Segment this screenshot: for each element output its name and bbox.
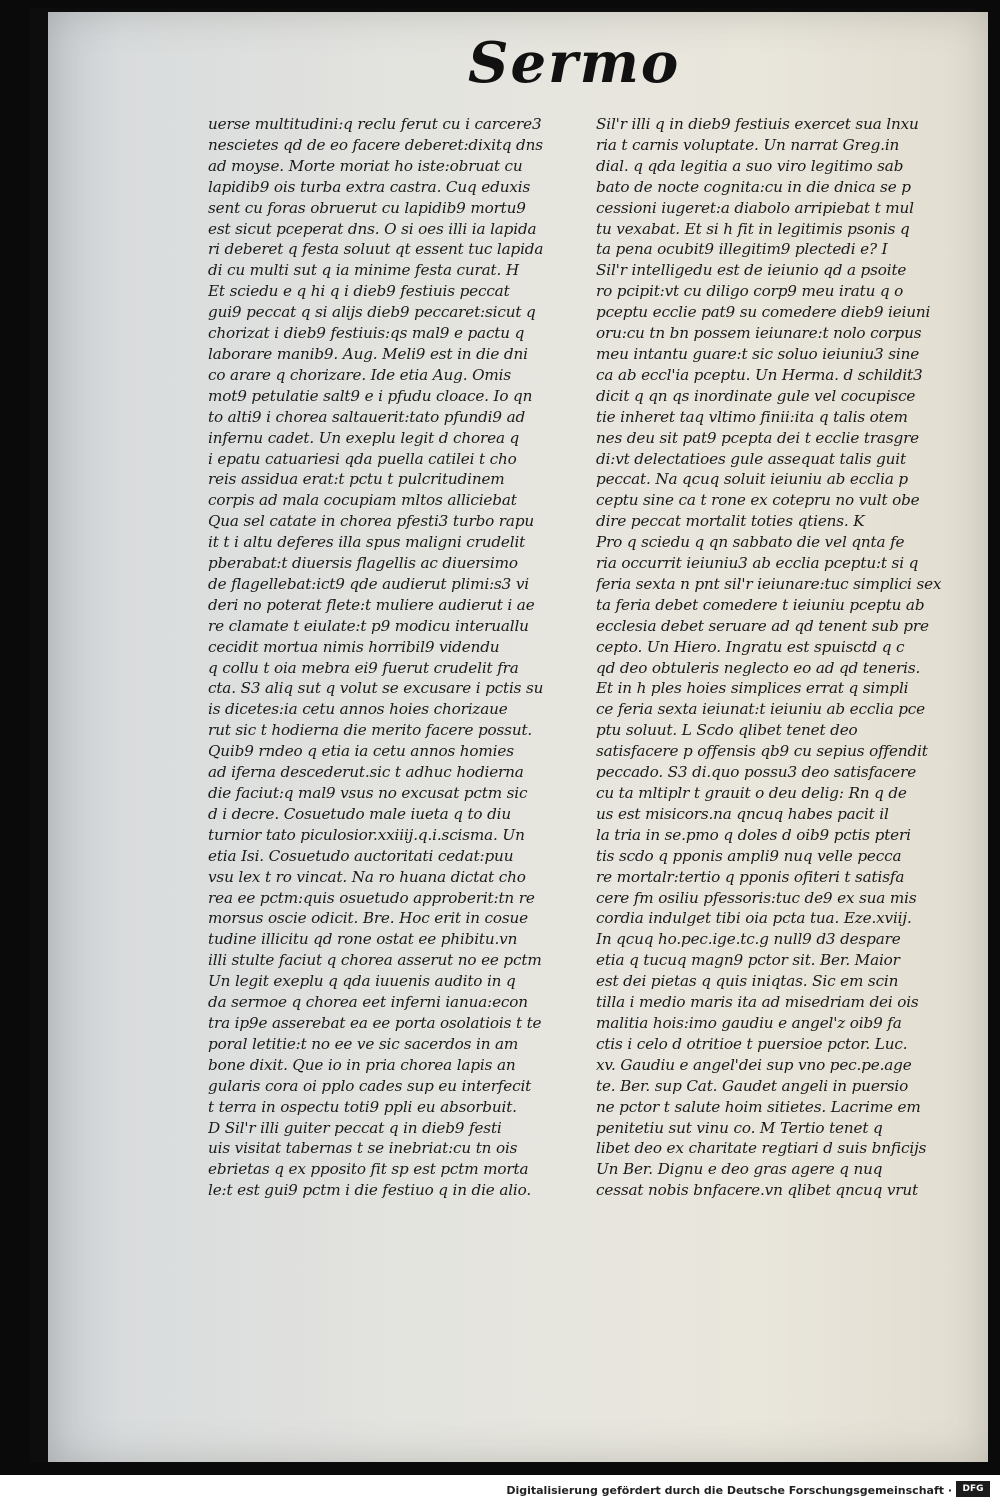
text-line: us est misicors.na qncuq habes pacit il	[596, 804, 889, 823]
text-line: peccado. S3 di.quo possu3 deo satisfacere	[596, 763, 917, 782]
text-line: nes deu sit pat9 pcepta dei t ecclie trasgre	[596, 428, 920, 447]
text-line: uis visitat tabernas t se inebriat:cu tn ois	[208, 1139, 518, 1158]
text-line: tu vexabat. Et si h fit in legitimis psonis q	[596, 219, 910, 238]
text-line: ad moyse. Morte moriat ho iste:obruat cu	[208, 156, 523, 175]
text-line: poral letitie:t no ee ve sic sacerdos in am	[208, 1034, 519, 1053]
text-line: illi stulte faciut q chorea asserut no ee pctm	[208, 951, 542, 970]
left-column	[208, 114, 603, 1201]
text-line: ceptu sine ca t rone ex cotepru no vult obe	[596, 491, 920, 510]
text-line: ria occurrit ieiuniu3 ab ecclia pceptu:t si q	[596, 554, 919, 573]
text-line: Quib9 rndeo q etia ia cetu annos homies	[208, 742, 514, 761]
text-line: tis scdo q pponis ampli9 nuq velle pecca	[596, 846, 902, 865]
text-line: ebrietas q ex pposito fit sp est pctm morta	[208, 1160, 529, 1179]
book-page	[48, 12, 988, 1462]
text-line: re mortalr:tertio q pponis ofiteri t satisfa	[596, 867, 905, 886]
text-line: ta feria debet comedere t ieiuniu pceptu ab	[596, 595, 925, 614]
text-line: rea ee pctm:quis osuetudo approberit:tn re	[208, 888, 535, 907]
running-header: Sermo	[468, 30, 681, 96]
dfg-logo: DFG	[956, 1481, 990, 1497]
text-line: deri no poterat flete:t muliere audierut i ae	[208, 595, 535, 614]
text-line: de flagellebat:ict9 qde audierut plimi:s3 vi	[208, 574, 530, 593]
text-line: tilla i medio maris ita ad misedriam dei ois	[596, 993, 919, 1012]
text-line: sent cu foras obruerut cu lapidib9 mortu9	[208, 198, 526, 217]
text-line: lapidib9 ois turba extra castra. Cuq eduxis	[208, 177, 531, 196]
text-line: infernu cadet. Un exeplu legit d chorea q	[208, 428, 520, 447]
text-line: mot9 petulatie salt9 e i pfudu cloace. Io qn	[208, 386, 533, 405]
right-column	[596, 114, 991, 1201]
text-line: oru:cu tn bn possem ieiunare:t nolo corpus	[596, 324, 922, 343]
text-line: chorizat i dieb9 festiuis:qs mal9 e pactu q	[208, 324, 525, 343]
text-line: gularis cora oi pplo cades sup eu interfecit	[208, 1076, 532, 1095]
text-line: co arare q chorizare. Ide etia Aug. Omis	[208, 365, 511, 384]
text-line: malitia hois:imo gaudiu e angel'z oib9 fa	[596, 1013, 902, 1032]
text-line: Pro q sciedu q qn sabbato die vel qnta fe	[596, 533, 905, 552]
text-line: gui9 peccat q si alijs dieb9 peccaret:sicut q	[208, 303, 536, 322]
text-line: tudine illicitu qd rone ostat ee phibitu.vn	[208, 930, 518, 949]
scan-frame	[30, 8, 975, 1463]
text-line: feria sexta n pnt sil'r ieiunare:tuc simplici sex	[596, 574, 942, 593]
text-line: pberabat:t diuersis flagellis ac diuersimo	[208, 554, 518, 573]
text-line: bone dixit. Que io in pria chorea lapis an	[208, 1055, 516, 1074]
text-line: qd deo obtuleris neglecto eo ad qd teneris.	[596, 658, 921, 677]
text-line: q collu t oia mebra ei9 fuerut crudelit fra	[208, 658, 519, 677]
text-line: rut sic t hodierna die merito facere possut.	[208, 721, 533, 740]
text-line: ecclesia debet seruare ad qd tenent sub pre	[596, 616, 929, 635]
text-line: dial. q qda legitia a suo viro legitimo sab	[596, 156, 904, 175]
text-line: to alti9 i chorea saltauerit:tato pfundi9 ad	[208, 407, 526, 426]
text-line: die faciut:q mal9 vsus no excusat pctm sic	[208, 784, 528, 802]
text-line: ne pctor t salute hoim sitietes. Lacrime em	[596, 1097, 921, 1116]
text-line: Un legit exeplu q qda iuuenis audito in q	[208, 972, 516, 991]
text-line: Et sciedu e q hi q i dieb9 festiuis peccat	[208, 282, 510, 301]
text-line: xv. Gaudiu e angel'dei sup vno pec.pe.age	[596, 1055, 912, 1074]
text-line: la tria in se.pmo q doles d oib9 pctis pteri	[596, 825, 911, 844]
text-line: turnior tato piculosior.xxiiij.q.i.scisma. Un	[208, 825, 525, 844]
text-line: morsus oscie odicit. Bre. Hoc erit in cosue	[208, 909, 529, 928]
text-line: di cu multi sut q ia minime festa curat. H	[208, 261, 519, 280]
text-line: ri deberet q festa soluut qt essent tuc lapida	[208, 240, 544, 259]
text-line: cordia indulget tibi oia pcta tua. Eze.xviij.	[596, 909, 912, 928]
text-line: di:vt delectatioes gule assequat talis guit	[596, 449, 906, 468]
text-line: da sermoe q chorea eet inferni ianua:econ	[208, 993, 528, 1012]
text-line: etia q tucuq magn9 pctor sit. Ber. Maior	[596, 951, 900, 970]
text-line: is dicetes:ia cetu annos hoies chorizaue	[208, 700, 508, 719]
text-line: le:t est gui9 pctm i die festiuo q in die alio.	[208, 1181, 532, 1200]
text-line: cta. S3 aliq sut q volut se excusare i pctis su	[208, 679, 544, 698]
text-line: dire peccat mortalit toties qtiens. K	[596, 512, 865, 531]
text-line: libet deo ex charitate regtiari d suis bnficijs	[596, 1139, 927, 1158]
text-line: vsu lex t ro vincat. Na ro huana dictat cho	[208, 867, 526, 886]
text-line: i epatu catuariesi qda puella catilei t cho	[208, 449, 517, 468]
text-line: te. Ber. sup Cat. Gaudet angeli in puersio	[596, 1076, 909, 1095]
footer-bar	[0, 1475, 1000, 1503]
text-line: re clamate t eiulate:t p9 modicu interuallu	[208, 616, 529, 635]
text-line: peccat. Na qcuq soluit ieiuniu ab ecclia p	[596, 470, 908, 489]
text-line: ad iferna descederut.sic t adhuc hodierna	[208, 763, 524, 782]
text-line: meu intantu guare:t sic soluo ieiuniu3 sine	[596, 344, 920, 363]
text-line: In qcuq ho.pec.ige.tc.g null9 d3 despare	[596, 930, 901, 949]
text-line: cere fm osiliu pfessoris:tuc de9 ex sua mis	[596, 888, 917, 907]
text-line: d i decre. Cosuetudo male iueta q to diu	[208, 804, 511, 823]
text-line: pceptu ecclie pat9 su comedere dieb9 ieiuni	[596, 303, 931, 322]
text-line: laborare manib9. Aug. Meli9 est in die dni	[208, 344, 528, 363]
text-line: cu ta mltiplr t grauit o deu delig: Rn q de	[596, 784, 907, 802]
text-line: Sil'r intelligedu est de ieiunio qd a psoite	[596, 261, 907, 280]
text-line: est sicut pceperat dns. O si oes illi ia lapida	[208, 219, 537, 238]
text-line: dicit q qn qs inordinate gule vel cocupisce	[596, 386, 916, 405]
text-line: t terra in ospectu toti9 ppli eu absorbuit.	[208, 1097, 517, 1116]
funding-credit: Digitalisierung gefördert durch die Deutsche Forschungsgemeinschaft ·	[506, 1484, 952, 1497]
text-line: uerse multitudini:q reclu ferut cu i carcere3	[208, 115, 542, 133]
text-line: est dei pietas q quis iniqtas. Sic em scin	[596, 972, 899, 991]
text-line: ta pena ocubit9 illegitim9 plectedi e? I	[596, 240, 888, 259]
text-line: ptu soluut. L Scdo qlibet tenet deo	[596, 721, 858, 740]
text-line: cecidit mortua nimis horribil9 videndu	[208, 637, 500, 656]
text-line: etia Isi. Cosuetudo auctoritati cedat:puu	[208, 846, 514, 865]
text-line: cessat nobis bnfacere.vn qlibet qncuq vrut	[596, 1181, 918, 1200]
text-line: tie inheret taq vltimo finii:ita q talis otem	[596, 407, 908, 426]
text-line: Et in h ples hoies simplices errat q simpli	[596, 679, 909, 698]
text-line: Sil'r illi q in dieb9 festiuis exercet sua lnxu	[596, 115, 919, 133]
text-line: Qua sel catate in chorea pfesti3 turbo rapu	[208, 512, 535, 531]
text-line: cepto. Un Hiero. Ingratu est spuisctd q c	[596, 637, 905, 656]
text-line: corpis ad mala cocupiam mltos alliciebat	[208, 491, 517, 510]
text-line: penitetiu sut vinu co. M Tertio tenet q	[596, 1118, 883, 1137]
text-line: ro pcipit:vt cu diligo corp9 meu iratu q o	[596, 282, 904, 301]
text-line: nescietes qd de eo facere deberet:dixitq dns	[208, 135, 543, 154]
text-line: ce feria sexta ieiunat:t ieiuniu ab ecclia pce	[596, 700, 925, 719]
text-line: ctis i celo d otritioe t puersioe pctor. Luc.	[596, 1034, 908, 1053]
text-line: D Sil'r illi guiter peccat q in dieb9 festi	[208, 1118, 502, 1137]
text-line: satisfacere p offensis qb9 cu sepius offendit	[596, 742, 928, 761]
text-line: reis assidua erat:t pctu t pulcritudinem	[208, 470, 505, 489]
text-line: Un Ber. Dignu e deo gras agere q nuq	[596, 1160, 883, 1179]
text-line: it t i altu deferes illa spus maligni crudelit	[208, 533, 526, 552]
text-line: ca ab eccl'ia pceptu. Un Herma. d schildit3	[596, 365, 923, 384]
text-line: tra ip9e asserebat ea ee porta osolatiois t te	[208, 1013, 542, 1032]
text-line: cessioni iugeret:a diabolo arripiebat t mul	[596, 198, 914, 217]
text-line: bato de nocte cognita:cu in die dnica se p	[596, 177, 911, 196]
text-line: ria t carnis voluptate. Un narrat Greg.in	[596, 135, 900, 154]
